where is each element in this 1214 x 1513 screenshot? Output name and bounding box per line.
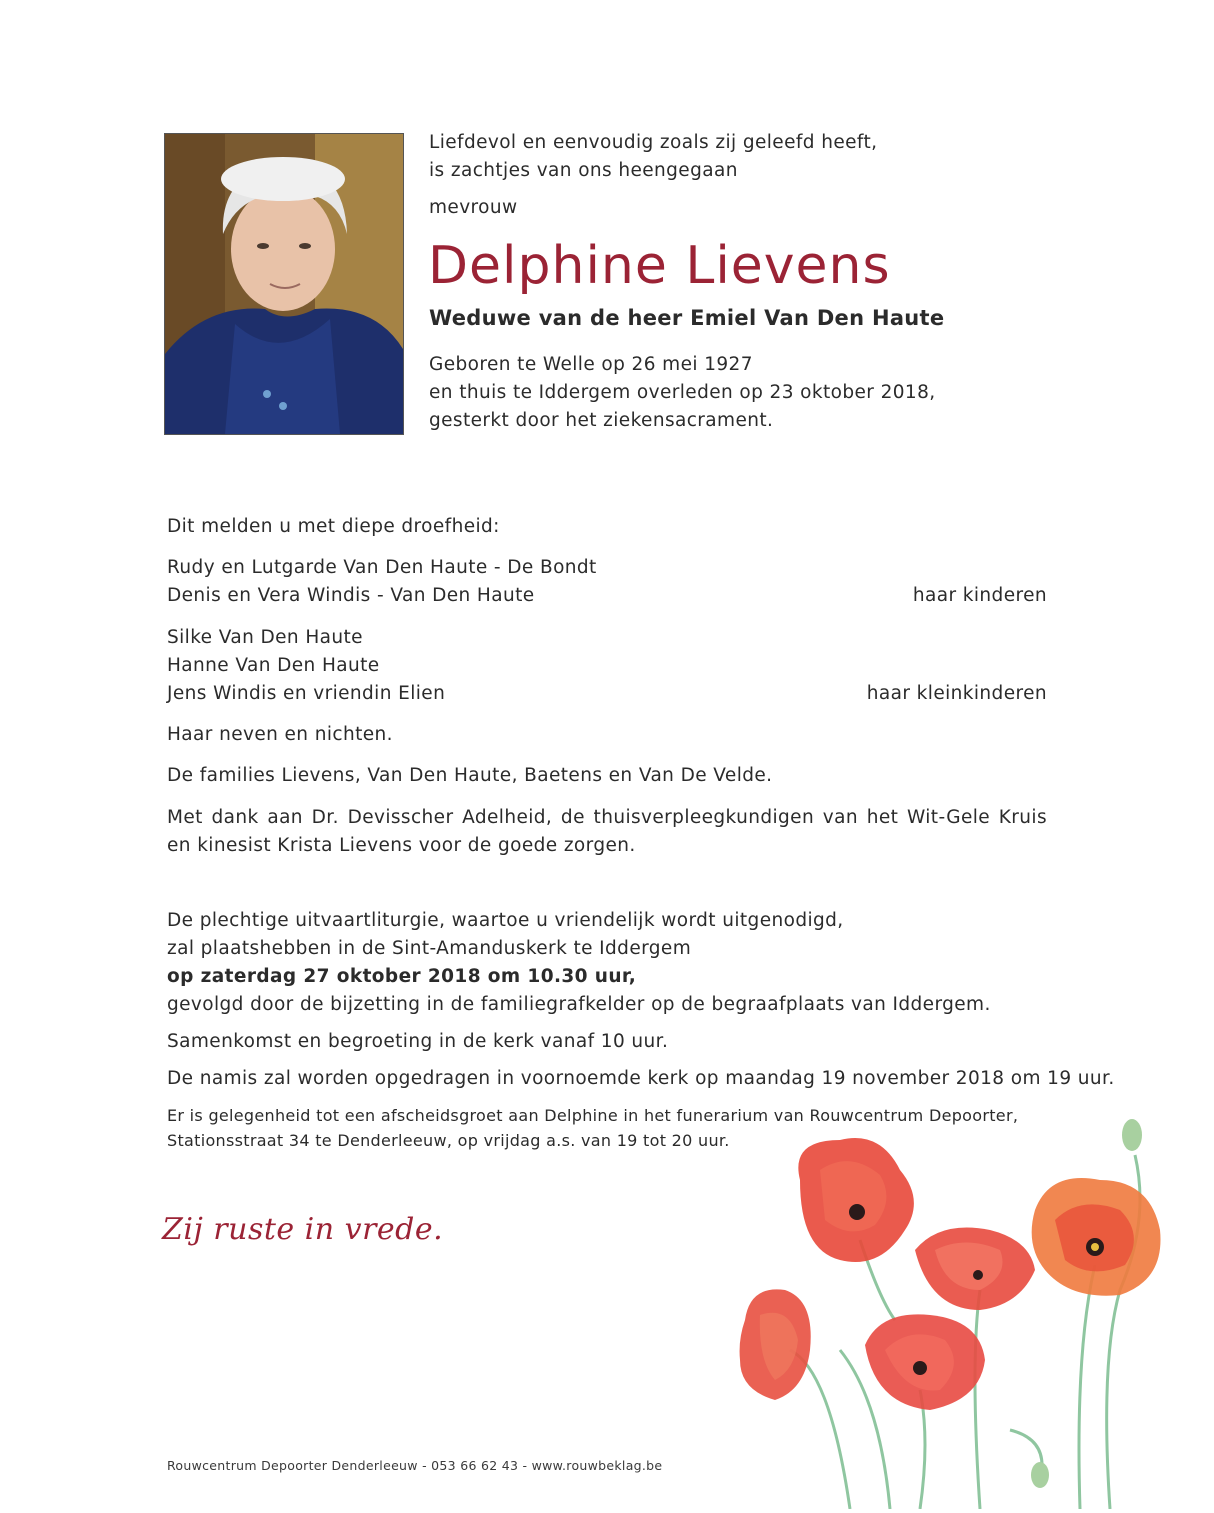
- children-label: haar kinderen: [912, 585, 1047, 606]
- child-name: Rudy en Lutgarde Van Den Haute - De Bondt: [167, 557, 597, 578]
- grandchild-name: Silke Van Den Haute: [167, 627, 363, 648]
- intro-line-2: is zachtjes van ons heengegaan: [429, 160, 738, 181]
- mass-line: De namis zal worden opgedragen in voornoemde kerk op maandag 19 november 2018 om 19 uur.: [167, 1068, 1115, 1089]
- intro-line-1: Liefdevol en eenvoudig zoals zij geleefd heeft,: [429, 132, 878, 153]
- child-name: Denis en Vera Windis - Van Den Haute: [167, 585, 535, 606]
- portrait-illustration: [165, 134, 403, 434]
- died-line: en thuis te Iddergem overleden op 23 oktober 2018,: [429, 382, 936, 403]
- sacrament-line: gesterkt door het ziekensacrament.: [429, 410, 774, 431]
- thanks-paragraph: Met dank aan Dr. Devisscher Adelheid, de thuisverpleegkundigen van het Wit-Gele Kruis en kinesist Krista Lievens voor de goede zorgen.: [167, 807, 1047, 856]
- closing-phrase: Zij ruste in vrede.: [162, 1212, 444, 1247]
- intro-title: mevrouw: [429, 197, 518, 218]
- grandchildren-label: haar kleinkinderen: [866, 683, 1047, 704]
- farewell-line-1: Er is gelegenheid tot een afscheidsgroet aan Delphine in het funerarium van Rouwcentrum Depoorter,: [167, 1106, 1019, 1125]
- deceased-name: Delphine Lievens: [428, 236, 891, 296]
- announcement-heading: Dit melden u met diepe droefheid:: [167, 516, 500, 537]
- gathering-line: Samenkomst en begroeting in de kerk vanaf 10 uur.: [167, 1031, 669, 1052]
- born-line: Geboren te Welle op 26 mei 1927: [429, 354, 753, 375]
- deceased-relation: Weduwe van de heer Emiel Van Den Haute: [429, 306, 945, 330]
- grandchild-name: Jens Windis en vriendin Elien: [167, 683, 446, 704]
- portrait-photo: [164, 133, 404, 435]
- farewell-line-2: Stationsstraat 34 te Denderleeuw, op vrijdag a.s. van 19 tot 20 uur.: [167, 1131, 730, 1150]
- poppies-illustration: [680, 1100, 1214, 1509]
- funeral-line-2: zal plaatshebben in de Sint-Amanduskerk te Iddergem: [167, 938, 692, 959]
- nephews-line: Haar neven en nichten.: [167, 724, 393, 745]
- funeral-line-3: gevolgd door de bijzetting in de familiegrafkelder op de begraafplaats van Iddergem.: [167, 994, 991, 1015]
- grandchild-name: Hanne Van Den Haute: [167, 655, 380, 676]
- footer-line: Rouwcentrum Depoorter Denderleeuw - 053 66 62 43 - www.rouwbeklag.be: [167, 1458, 663, 1473]
- poppies-icon: [680, 1100, 1214, 1509]
- funeral-date: op zaterdag 27 oktober 2018 om 10.30 uur,: [167, 966, 637, 987]
- funeral-line-1: De plechtige uitvaartliturgie, waartoe u vriendelijk wordt uitgenodigd,: [167, 910, 844, 931]
- families-line: De families Lievens, Van Den Haute, Baetens en Van De Velde.: [167, 765, 773, 786]
